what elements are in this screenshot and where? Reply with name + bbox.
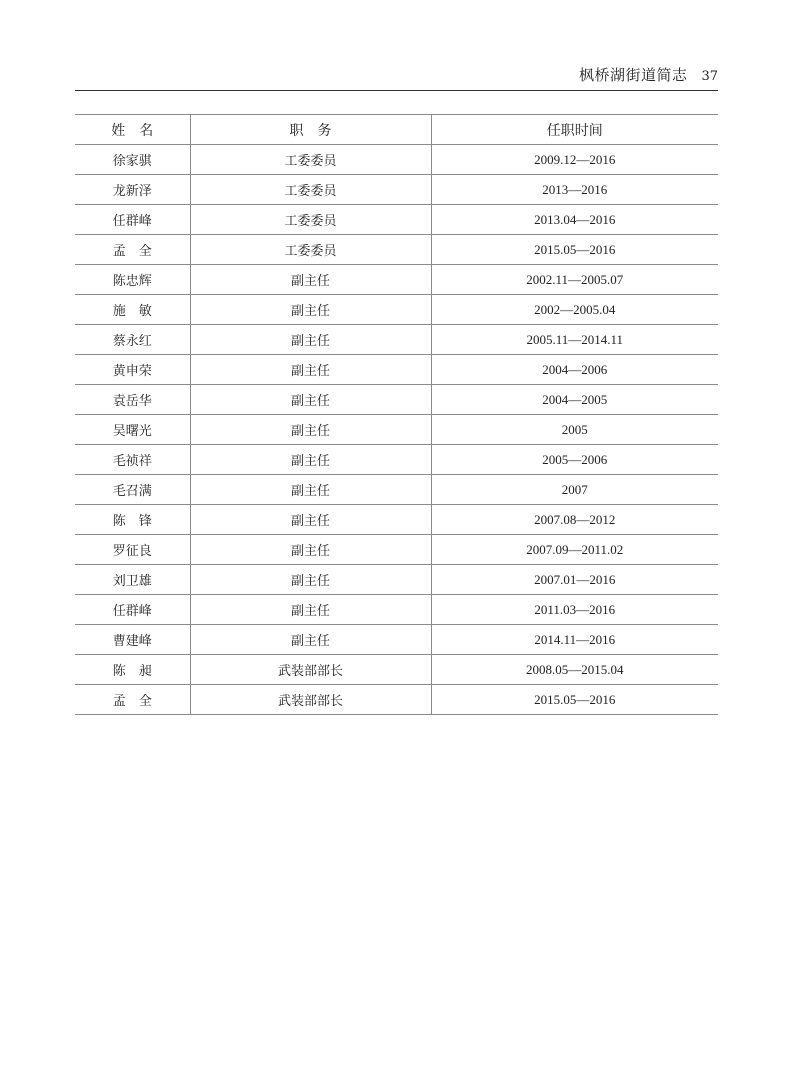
cell-term: 2011.03—2016 bbox=[431, 595, 718, 625]
table-row bbox=[75, 535, 718, 565]
table-body bbox=[75, 145, 718, 715]
cell-name: 袁岳华 bbox=[75, 385, 190, 415]
cell-term: 2005.11—2014.11 bbox=[431, 325, 718, 355]
cell-position: 副主任 bbox=[190, 445, 431, 475]
cell-term: 2007 bbox=[431, 475, 718, 505]
cell-term: 2004—2006 bbox=[431, 355, 718, 385]
cell-position: 副主任 bbox=[190, 265, 431, 295]
running-header bbox=[75, 64, 718, 91]
column-header-term: 任职时间 bbox=[431, 115, 718, 145]
cell-position: 工委委员 bbox=[190, 145, 431, 175]
cell-position: 副主任 bbox=[190, 535, 431, 565]
table-row bbox=[75, 265, 718, 295]
cell-position: 副主任 bbox=[190, 415, 431, 445]
cell-term: 2014.11—2016 bbox=[431, 625, 718, 655]
table-row bbox=[75, 385, 718, 415]
table-row bbox=[75, 325, 718, 355]
table-row bbox=[75, 505, 718, 535]
cell-term: 2007.01—2016 bbox=[431, 565, 718, 595]
table-row bbox=[75, 355, 718, 385]
cell-name: 陈 锋 bbox=[75, 505, 190, 535]
table-row bbox=[75, 685, 718, 715]
cell-name: 陈 昶 bbox=[75, 655, 190, 685]
cell-name: 施 敏 bbox=[75, 295, 190, 325]
cell-term: 2008.05—2015.04 bbox=[431, 655, 718, 685]
cell-term: 2004—2005 bbox=[431, 385, 718, 415]
cell-position: 副主任 bbox=[190, 295, 431, 325]
cell-position: 副主任 bbox=[190, 325, 431, 355]
cell-position: 副主任 bbox=[190, 385, 431, 415]
cell-name: 任群峰 bbox=[75, 205, 190, 235]
cell-term: 2007.08—2012 bbox=[431, 505, 718, 535]
cell-position: 工委委员 bbox=[190, 235, 431, 265]
page-number: 37 bbox=[701, 69, 718, 84]
cell-term: 2005 bbox=[431, 415, 718, 445]
cell-term: 2013.04—2016 bbox=[431, 205, 718, 235]
cell-position: 副主任 bbox=[190, 355, 431, 385]
cell-name: 蔡永红 bbox=[75, 325, 190, 355]
cell-term: 2013—2016 bbox=[431, 175, 718, 205]
cell-term: 2002.11—2005.07 bbox=[431, 265, 718, 295]
cell-term: 2015.05—2016 bbox=[431, 235, 718, 265]
column-header-position: 职 务 bbox=[190, 115, 431, 145]
cell-name: 吴曙光 bbox=[75, 415, 190, 445]
cell-name: 徐家骐 bbox=[75, 145, 190, 175]
column-header-name: 姓 名 bbox=[75, 115, 190, 145]
table-row bbox=[75, 655, 718, 685]
cell-name: 刘卫雄 bbox=[75, 565, 190, 595]
cell-position: 工委委员 bbox=[190, 205, 431, 235]
table-row bbox=[75, 205, 718, 235]
table-row bbox=[75, 175, 718, 205]
cell-position: 工委委员 bbox=[190, 175, 431, 205]
cell-name: 毛召满 bbox=[75, 475, 190, 505]
personnel-table bbox=[75, 114, 718, 715]
cell-name: 陈忠辉 bbox=[75, 265, 190, 295]
cell-name: 曹建峰 bbox=[75, 625, 190, 655]
cell-term: 2015.05—2016 bbox=[431, 685, 718, 715]
cell-term: 2007.09—2011.02 bbox=[431, 535, 718, 565]
cell-name: 孟 全 bbox=[75, 685, 190, 715]
table-row bbox=[75, 595, 718, 625]
table-row bbox=[75, 565, 718, 595]
cell-position: 副主任 bbox=[190, 565, 431, 595]
cell-position: 武装部部长 bbox=[190, 655, 431, 685]
cell-name: 黄申荣 bbox=[75, 355, 190, 385]
book-title: 枫桥湖街道简志 bbox=[578, 66, 688, 84]
cell-name: 孟 全 bbox=[75, 235, 190, 265]
cell-term: 2005—2006 bbox=[431, 445, 718, 475]
cell-name: 任群峰 bbox=[75, 595, 190, 625]
cell-position: 副主任 bbox=[190, 505, 431, 535]
cell-position: 副主任 bbox=[190, 595, 431, 625]
table-header-row bbox=[75, 115, 718, 145]
table-row bbox=[75, 415, 718, 445]
cell-name: 龙新泽 bbox=[75, 175, 190, 205]
table-row bbox=[75, 475, 718, 505]
cell-name: 毛祯祥 bbox=[75, 445, 190, 475]
table-row bbox=[75, 235, 718, 265]
cell-position: 副主任 bbox=[190, 475, 431, 505]
table-row bbox=[75, 625, 718, 655]
table-row bbox=[75, 295, 718, 325]
cell-term: 2009.12—2016 bbox=[431, 145, 718, 175]
cell-position: 副主任 bbox=[190, 625, 431, 655]
table-row bbox=[75, 145, 718, 175]
cell-name: 罗征良 bbox=[75, 535, 190, 565]
table-row bbox=[75, 445, 718, 475]
cell-position: 武装部部长 bbox=[190, 685, 431, 715]
cell-term: 2002—2005.04 bbox=[431, 295, 718, 325]
